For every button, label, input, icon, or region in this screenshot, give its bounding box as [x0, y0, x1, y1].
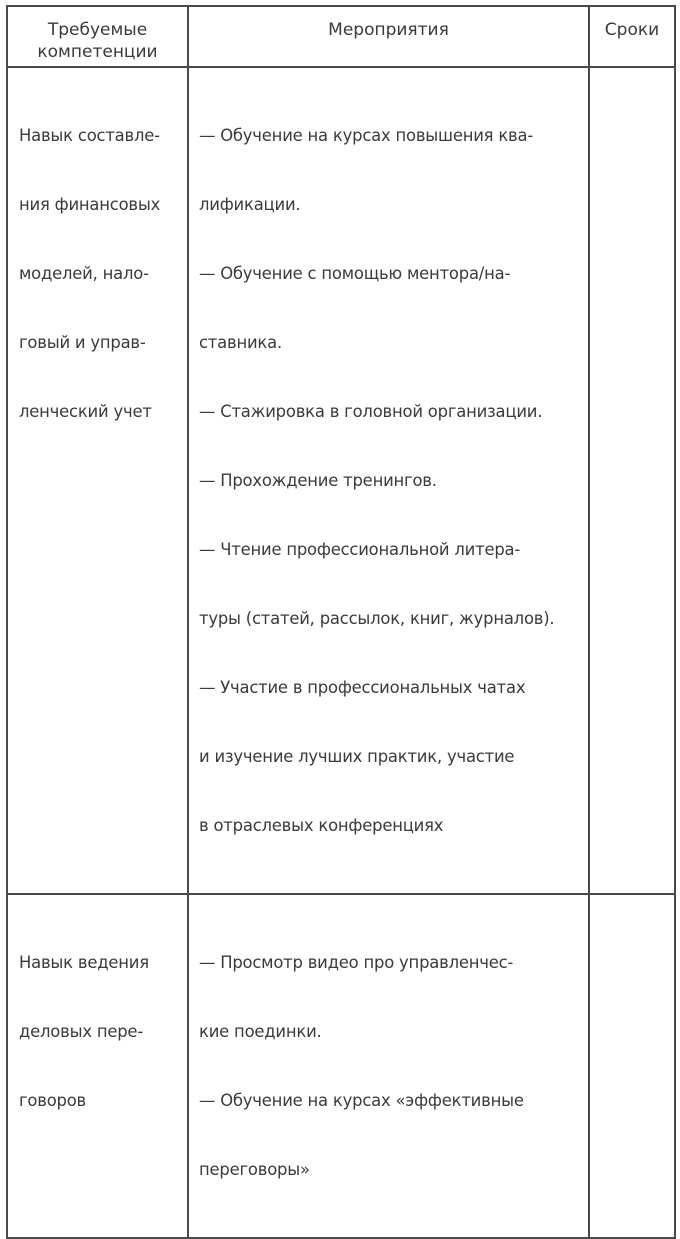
- text-line: — Обучение с помощью ментора/на-: [199, 264, 511, 283]
- text-line: — Чтение профессиональной литера-: [199, 540, 521, 559]
- deadline-cell: [589, 894, 675, 1238]
- text-line: ленческий учет: [19, 402, 152, 421]
- text-line: ставника.: [199, 333, 282, 352]
- competency-cell: [7, 67, 188, 894]
- text-line: — Участие в профессиональных чатах: [199, 678, 526, 697]
- text-line: говый и управ-: [19, 333, 146, 352]
- text-line: говоров: [19, 1091, 87, 1110]
- table-row: [7, 67, 675, 894]
- text-line: и изучение лучших практик, участие: [199, 747, 515, 766]
- text-line: в отраслевых конференциях: [199, 816, 444, 835]
- text-line: — Просмотр видео про управленчес-: [199, 953, 514, 972]
- text-line: — Обучение на курсах «эффективные: [199, 1091, 524, 1110]
- deadline-value: [590, 68, 674, 90]
- competency-cell: [7, 894, 188, 1238]
- text-line: — Обучение на курсах повышения ква-: [199, 126, 534, 145]
- table-row: [7, 894, 675, 1238]
- header-deadlines: [589, 6, 675, 67]
- header-competencies-line: Требуемые: [47, 20, 148, 40]
- header-activities-label: Мероприятия: [328, 20, 449, 40]
- text-line: туры (статей, рассылок, книг, журналов).: [199, 609, 555, 628]
- text-line: деловых пере-: [19, 1022, 144, 1041]
- header-activities: [188, 6, 589, 67]
- text-line: — Прохождение тренингов.: [199, 471, 437, 490]
- header-competencies: [7, 6, 188, 67]
- text-line: Навык составле-: [19, 126, 160, 145]
- activities-cell: [188, 67, 589, 894]
- text-line: ния финансовых: [19, 195, 161, 214]
- header-deadlines-label: Сроки: [604, 20, 660, 40]
- activities-cell: [188, 894, 589, 1238]
- text-line: лификации.: [199, 195, 301, 214]
- deadline-cell: [589, 67, 675, 894]
- header-row: [7, 6, 675, 67]
- text-line: переговоры»: [199, 1160, 310, 1179]
- competency-development-table: [6, 5, 676, 1239]
- text-line: моделей, нало-: [19, 264, 149, 283]
- text-line: — Стажировка в головной организации.: [199, 402, 543, 421]
- text-line: Навык ведения: [19, 953, 149, 972]
- deadline-value: [590, 895, 674, 917]
- header-competencies-line: компетенции: [37, 42, 158, 62]
- text-line: кие поединки.: [199, 1022, 322, 1041]
